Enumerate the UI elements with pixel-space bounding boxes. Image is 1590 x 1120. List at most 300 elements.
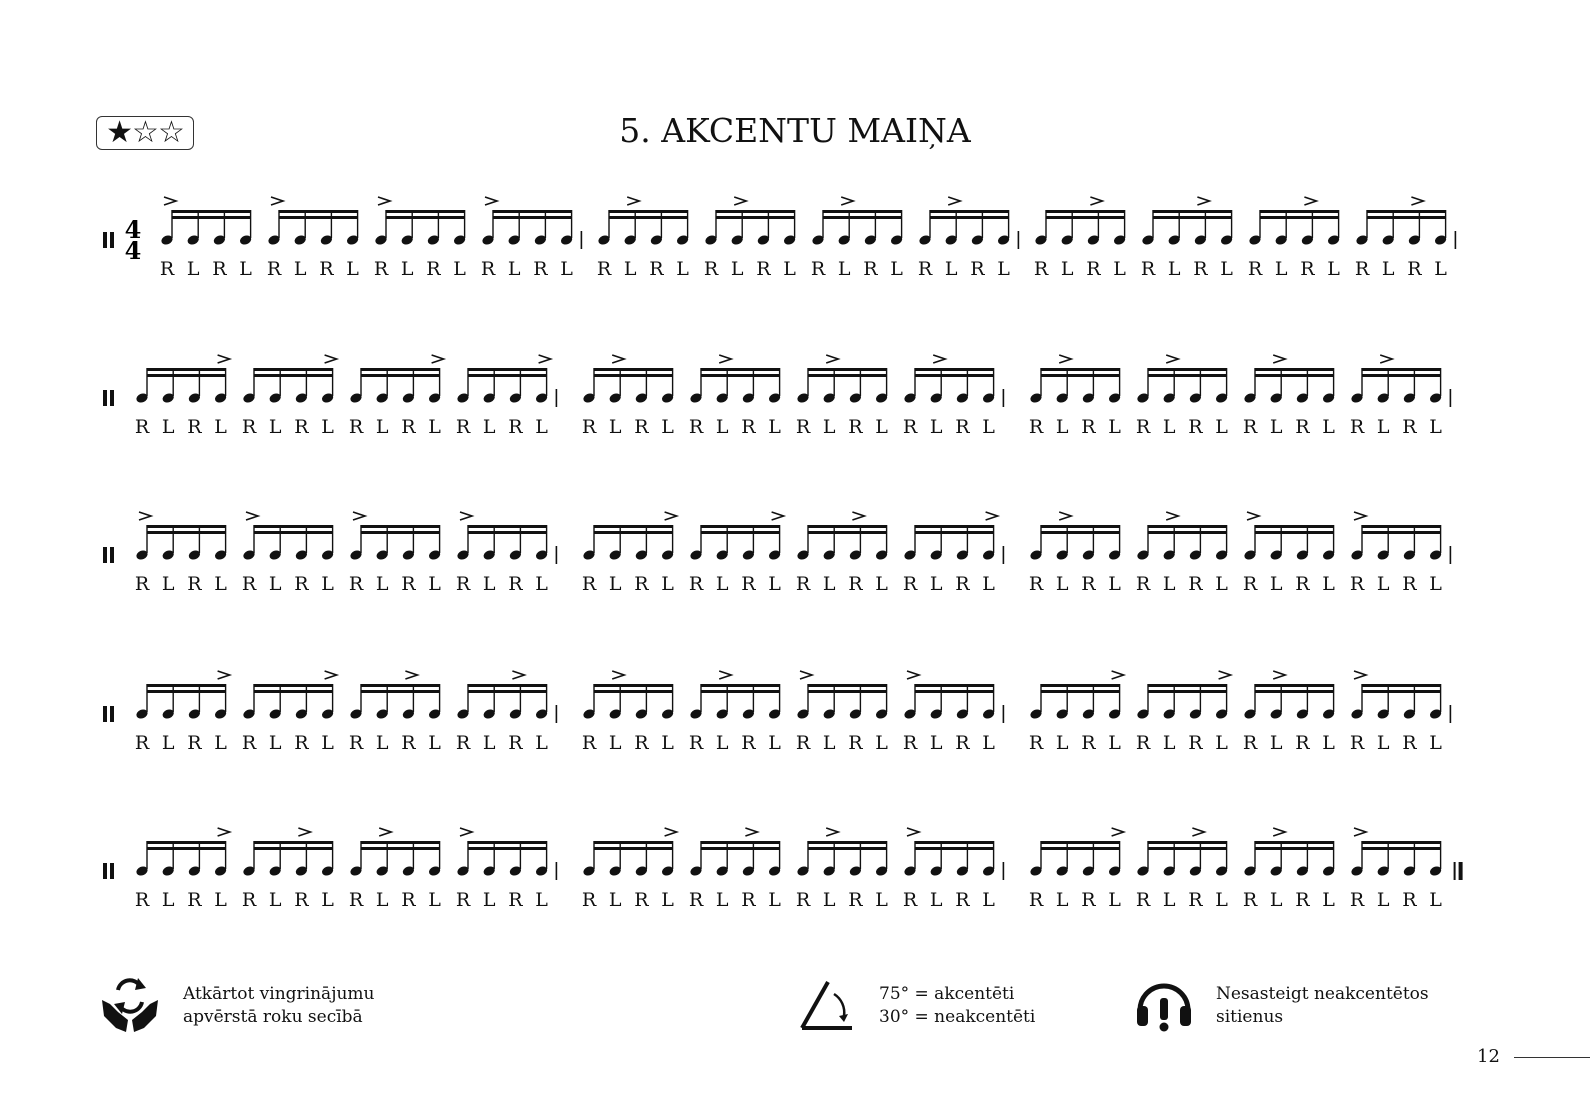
difficulty-rating: ★☆☆	[96, 116, 194, 150]
sticking-letter: R	[134, 573, 150, 595]
sixteenth-beam	[930, 216, 1009, 219]
sixteenth-beam	[254, 684, 333, 687]
sticking-letter: L	[321, 732, 334, 754]
sticking-letter: L	[768, 416, 781, 438]
sixteenth-beam	[147, 841, 226, 844]
sticking-letter: R	[241, 889, 257, 911]
sticking-letter: R	[1300, 258, 1315, 280]
sticking-letter: R	[581, 416, 597, 438]
sticking-letter: L	[783, 258, 796, 280]
sixteenth-beam	[254, 374, 333, 377]
sticking-letter: R	[756, 258, 771, 280]
sticking-letter: R	[1402, 889, 1417, 911]
sticking-letter: L	[1162, 889, 1176, 911]
sticking-letter: L	[346, 258, 359, 280]
sticking-letter: L	[768, 732, 781, 754]
sixteenth-beam	[254, 368, 333, 371]
sticking-letter: L	[560, 258, 573, 280]
sixteenth-beam	[361, 525, 440, 528]
sticking-letter: R	[1188, 416, 1203, 438]
sticking-letter: L	[375, 732, 389, 754]
staff-system	[103, 197, 1456, 280]
accent-mark	[719, 671, 731, 679]
sticking-letter: L	[661, 416, 674, 438]
sixteenth-beam	[915, 368, 994, 371]
sixteenth-beam	[1362, 368, 1441, 371]
barline	[556, 705, 558, 723]
sticking-letter: R	[187, 416, 202, 438]
sticking-letter: R	[634, 573, 649, 595]
accent-mark	[665, 512, 677, 520]
sixteenth-beam	[1041, 374, 1120, 377]
accent-mark	[933, 355, 945, 363]
sixteenth-beam	[701, 690, 780, 693]
sticking-letter: R	[1028, 732, 1044, 754]
sticking-letter: L	[1429, 889, 1442, 911]
sticking-letter: R	[688, 573, 704, 595]
accent-mark	[298, 828, 310, 836]
sixteenth-beam	[254, 841, 333, 844]
sticking-letter: R	[1033, 258, 1049, 280]
sixteenth-beam	[1255, 690, 1334, 693]
sticking-letter: L	[1429, 416, 1442, 438]
barline	[1003, 705, 1005, 723]
sticking-letter: R	[955, 732, 970, 754]
percussion-clef	[103, 706, 107, 722]
sixteenth-beam	[147, 690, 226, 693]
sixteenth-beam	[808, 684, 887, 687]
sixteenth-beam	[594, 525, 673, 528]
sticking-letter: L	[1220, 258, 1233, 280]
accent-mark	[325, 671, 337, 679]
accent-mark	[1380, 355, 1392, 363]
sticking-letter: L	[608, 889, 622, 911]
accent-mark	[405, 671, 417, 679]
sticking-letter: L	[837, 258, 851, 280]
sixteenth-beam	[147, 847, 226, 850]
sticking-letter: L	[214, 889, 227, 911]
sticking-letter: R	[581, 732, 597, 754]
sixteenth-beam	[1255, 525, 1334, 528]
sticking-letter: R	[1193, 258, 1208, 280]
sixteenth-beam	[1255, 374, 1334, 377]
sticking-letter: R	[455, 573, 471, 595]
page-number-rule	[1514, 1057, 1590, 1058]
legend-listen-line-1: Nesasteigt neakcentētos	[1216, 984, 1429, 1004]
sixteenth-beam	[1046, 216, 1125, 219]
sticking-letter: L	[214, 416, 227, 438]
percussion-clef	[110, 390, 114, 406]
sticking-letter: R	[1295, 889, 1310, 911]
sixteenth-beam	[361, 374, 440, 377]
sticking-letter: R	[533, 258, 548, 280]
sixteenth-beam	[716, 210, 795, 213]
accent-mark	[218, 828, 230, 836]
sticking-letter: L	[623, 258, 637, 280]
stick-angle-icon	[798, 978, 856, 1034]
sticking-letter: R	[955, 573, 970, 595]
sticking-letter: R	[187, 573, 202, 595]
sticking-letter: R	[596, 258, 612, 280]
sixteenth-beam	[701, 368, 780, 371]
time-signature-denominator: 4	[124, 236, 142, 265]
sticking-letter: R	[1402, 732, 1417, 754]
sixteenth-beam	[254, 525, 333, 528]
barline	[1003, 862, 1005, 880]
page-title: 5. AKCENTU MAIŅA	[619, 111, 971, 150]
sticking-letter: L	[1113, 258, 1126, 280]
sticking-letter: L	[1055, 416, 1069, 438]
accent-mark	[800, 671, 812, 679]
sticking-letter: R	[1407, 258, 1422, 280]
sticking-letter: R	[319, 258, 334, 280]
sticking-letter: R	[508, 732, 523, 754]
sixteenth-beam	[1148, 684, 1227, 687]
sixteenth-beam	[147, 368, 226, 371]
accent-mark	[539, 355, 551, 363]
sticking-letter: R	[508, 573, 523, 595]
sticking-letter: L	[1269, 573, 1283, 595]
sticking-letter: L	[482, 573, 496, 595]
sticking-letter: R	[1349, 573, 1365, 595]
sticking-letter: R	[848, 889, 863, 911]
sticking-letter: R	[1349, 416, 1365, 438]
accent-mark	[432, 355, 444, 363]
sixteenth-beam	[1041, 847, 1120, 850]
sixteenth-beam	[701, 531, 780, 534]
sixteenth-beam	[147, 525, 226, 528]
sticking-letter: L	[715, 889, 729, 911]
sixteenth-beam	[279, 210, 358, 213]
sixteenth-beam	[609, 210, 688, 213]
accent-mark	[485, 197, 497, 205]
sticking-letter: R	[741, 732, 756, 754]
legend-angle-line-1: 75° = akcentēti	[879, 984, 1015, 1004]
accent-mark	[1197, 197, 1209, 205]
percussion-clef	[103, 232, 107, 248]
sticking-letter: R	[1135, 573, 1151, 595]
sticking-letter: R	[902, 573, 918, 595]
accent-mark	[907, 671, 919, 679]
sticking-letter: R	[970, 258, 985, 280]
percussion-clef	[103, 863, 107, 879]
sixteenth-beam	[594, 368, 673, 371]
sixteenth-beam	[254, 690, 333, 693]
sticking-letter: L	[715, 416, 729, 438]
sticking-letter: L	[428, 732, 441, 754]
sticking-letter: R	[902, 732, 918, 754]
sticking-letter: L	[428, 573, 441, 595]
sticking-letter: L	[1060, 258, 1074, 280]
sticking-letter: L	[1376, 573, 1390, 595]
sixteenth-beam	[361, 684, 440, 687]
sticking-letter: R	[1349, 889, 1365, 911]
sticking-letter: R	[1402, 573, 1417, 595]
sixteenth-beam	[808, 690, 887, 693]
sixteenth-beam	[361, 690, 440, 693]
barline	[556, 862, 558, 880]
sixteenth-beam	[172, 216, 251, 219]
legend-angle-line-2: 30° = neakcentēti	[879, 1007, 1036, 1027]
sixteenth-beam	[1148, 531, 1227, 534]
sticking-letter: L	[321, 416, 334, 438]
sticking-letter: R	[1086, 258, 1101, 280]
sticking-letter: R	[1135, 889, 1151, 911]
sticking-letter: L	[1381, 258, 1395, 280]
barline	[1450, 546, 1452, 564]
barline	[1450, 705, 1452, 723]
headphones-icon	[1134, 976, 1194, 1034]
sticking-letter: R	[1354, 258, 1370, 280]
sticking-letter: R	[741, 416, 756, 438]
sticking-letter: R	[1188, 573, 1203, 595]
accent-mark	[378, 197, 390, 205]
accent-mark	[841, 197, 853, 205]
accent-mark	[164, 197, 176, 205]
sixteenth-beam	[468, 525, 547, 528]
sticking-letter: L	[982, 889, 995, 911]
accent-mark	[1354, 671, 1366, 679]
sixteenth-beam	[1148, 841, 1227, 844]
accent-mark	[1273, 671, 1285, 679]
sticking-letter: R	[1242, 573, 1258, 595]
sticking-letter: L	[321, 573, 334, 595]
sticking-letter: R	[426, 258, 441, 280]
accent-mark	[734, 197, 746, 205]
sticking-letter: R	[1295, 416, 1310, 438]
sticking-letter: R	[480, 258, 496, 280]
sticking-letter: L	[268, 573, 282, 595]
sixteenth-beam	[808, 531, 887, 534]
sticking-letter: R	[508, 889, 523, 911]
accent-mark	[1192, 828, 1204, 836]
accent-mark	[1112, 828, 1124, 836]
sticking-letter: L	[268, 732, 282, 754]
sticking-letter: L	[1055, 573, 1069, 595]
legend-repeat-line-2: apvērstā roku secībā	[183, 1007, 363, 1027]
sticking-letter: R	[795, 416, 811, 438]
sixteenth-beam	[1367, 210, 1446, 213]
sticking-letter: L	[661, 732, 674, 754]
sticking-letter: L	[482, 889, 496, 911]
sixteenth-beam	[594, 374, 673, 377]
sticking-letter: L	[428, 889, 441, 911]
sticking-letter: R	[401, 573, 416, 595]
accent-mark	[1166, 355, 1178, 363]
sticking-letter: L	[875, 732, 888, 754]
sticking-letter: R	[688, 732, 704, 754]
sticking-letter: R	[348, 573, 364, 595]
staff-system	[103, 671, 1451, 754]
accent-mark	[948, 197, 960, 205]
sticking-letter: R	[848, 573, 863, 595]
sticking-letter: R	[241, 573, 257, 595]
sixteenth-beam	[147, 531, 226, 534]
sticking-letter: L	[822, 732, 836, 754]
sixteenth-beam	[1255, 847, 1334, 850]
sticking-letter: R	[1081, 573, 1096, 595]
sticking-letter: R	[581, 889, 597, 911]
sticking-letter: L	[1162, 573, 1176, 595]
sticking-letter: L	[1055, 732, 1069, 754]
sixteenth-beam	[1260, 210, 1339, 213]
sticking-letter: L	[1167, 258, 1181, 280]
sticking-letter: L	[375, 416, 389, 438]
sixteenth-beam	[1041, 690, 1120, 693]
sixteenth-beam	[823, 216, 902, 219]
sticking-letter: R	[1135, 416, 1151, 438]
sticking-letter: L	[929, 416, 943, 438]
sticking-letter: L	[676, 258, 689, 280]
sticking-letter: L	[768, 889, 781, 911]
sticking-letter: L	[400, 258, 414, 280]
sticking-letter: R	[1028, 573, 1044, 595]
sixteenth-beam	[1362, 684, 1441, 687]
sticking-letter: L	[1274, 258, 1288, 280]
accent-mark	[1247, 512, 1259, 520]
sixteenth-beam	[386, 210, 465, 213]
percussion-clef	[110, 547, 114, 563]
sixteenth-beam	[915, 690, 994, 693]
sticking-letter: L	[1429, 732, 1442, 754]
sticking-letter: R	[1188, 889, 1203, 911]
accent-mark	[246, 512, 258, 520]
sticking-letter: L	[507, 258, 521, 280]
accent-mark	[1273, 355, 1285, 363]
accent-mark	[852, 512, 864, 520]
sixteenth-beam	[468, 374, 547, 377]
sixteenth-beam	[1255, 368, 1334, 371]
sixteenth-beam	[468, 368, 547, 371]
sixteenth-beam	[1153, 210, 1232, 213]
sixteenth-beam	[1148, 690, 1227, 693]
page-number: 12	[1477, 1046, 1500, 1067]
sticking-letter: L	[929, 732, 943, 754]
final-barline	[1454, 862, 1456, 880]
sixteenth-beam	[1041, 531, 1120, 534]
accent-mark	[719, 355, 731, 363]
sticking-letter: L	[1322, 573, 1335, 595]
sticking-letter: R	[1349, 732, 1365, 754]
sixteenth-beam	[147, 684, 226, 687]
sticking-letter: L	[715, 573, 729, 595]
sixteenth-beam	[172, 210, 251, 213]
accent-mark	[325, 355, 337, 363]
sixteenth-beam	[915, 847, 994, 850]
sticking-letter: L	[1376, 889, 1390, 911]
sticking-letter: R	[634, 732, 649, 754]
sixteenth-beam	[279, 216, 358, 219]
sixteenth-beam	[1041, 684, 1120, 687]
sticking-letter: L	[1108, 573, 1121, 595]
sticking-letter: L	[1162, 732, 1176, 754]
accent-mark	[1166, 512, 1178, 520]
sticking-letter: R	[134, 889, 150, 911]
sticking-letter: R	[810, 258, 826, 280]
staff-system	[103, 828, 1463, 911]
sticking-letter: R	[241, 416, 257, 438]
sticking-letter: R	[1081, 889, 1096, 911]
sixteenth-beam	[609, 216, 688, 219]
sixteenth-beam	[808, 525, 887, 528]
sticking-letter: R	[741, 889, 756, 911]
sticking-letter: L	[1108, 889, 1121, 911]
sixteenth-beam	[1041, 841, 1120, 844]
accent-mark	[612, 355, 624, 363]
sticking-letter: L	[535, 889, 548, 911]
sticking-letter: L	[822, 416, 836, 438]
sixteenth-beam	[701, 847, 780, 850]
accent-mark	[139, 512, 151, 520]
accent-mark	[1219, 671, 1231, 679]
sticking-letter: L	[239, 258, 252, 280]
sixteenth-beam	[254, 847, 333, 850]
sixteenth-beam	[1255, 841, 1334, 844]
sixteenth-beam	[1362, 847, 1441, 850]
sticking-letter: R	[348, 889, 364, 911]
sticking-letter: R	[1295, 732, 1310, 754]
sixteenth-beam	[808, 374, 887, 377]
accent-mark	[745, 828, 757, 836]
sticking-letter: R	[401, 416, 416, 438]
sixteenth-beam	[1362, 531, 1441, 534]
sixteenth-beam	[594, 841, 673, 844]
sticking-letter: R	[955, 416, 970, 438]
sticking-letter: R	[688, 416, 704, 438]
sticking-letter: L	[1429, 573, 1442, 595]
sticking-letter: L	[535, 416, 548, 438]
sticking-letter: R	[1028, 889, 1044, 911]
sticking-letter: L	[1108, 416, 1121, 438]
sixteenth-beam	[808, 847, 887, 850]
sticking-letter: R	[212, 258, 227, 280]
sixteenth-beam	[594, 684, 673, 687]
sticking-letter: L	[875, 416, 888, 438]
sticking-letter: L	[982, 573, 995, 595]
sixteenth-beam	[468, 847, 547, 850]
sixteenth-beam	[468, 841, 547, 844]
sticking-letter: L	[161, 732, 175, 754]
sixteenth-beam	[701, 841, 780, 844]
sticking-letter: L	[1269, 416, 1283, 438]
sticking-letter: R	[294, 416, 309, 438]
sixteenth-beam	[1153, 216, 1232, 219]
sticking-letter: R	[795, 889, 811, 911]
accent-mark	[627, 197, 639, 205]
sticking-letter: L	[161, 416, 175, 438]
barline	[1003, 389, 1005, 407]
sixteenth-beam	[1148, 525, 1227, 528]
sticking-letter: R	[848, 416, 863, 438]
accent-mark	[1090, 197, 1102, 205]
sticking-letter: L	[1215, 573, 1228, 595]
accent-mark	[1059, 512, 1071, 520]
sticking-letter: L	[161, 573, 175, 595]
staff-system	[103, 512, 1451, 595]
barline	[1455, 231, 1457, 249]
sticking-letter: R	[634, 416, 649, 438]
sticking-letter: L	[929, 889, 943, 911]
barline	[1450, 389, 1452, 407]
sixteenth-beam	[386, 216, 465, 219]
time-signature-numerator: 4	[124, 215, 142, 244]
sticking-letter: L	[890, 258, 903, 280]
sticking-letter: L	[535, 573, 548, 595]
sixteenth-beam	[361, 847, 440, 850]
accent-mark	[460, 512, 472, 520]
percussion-clef	[110, 863, 114, 879]
barline	[1003, 546, 1005, 564]
